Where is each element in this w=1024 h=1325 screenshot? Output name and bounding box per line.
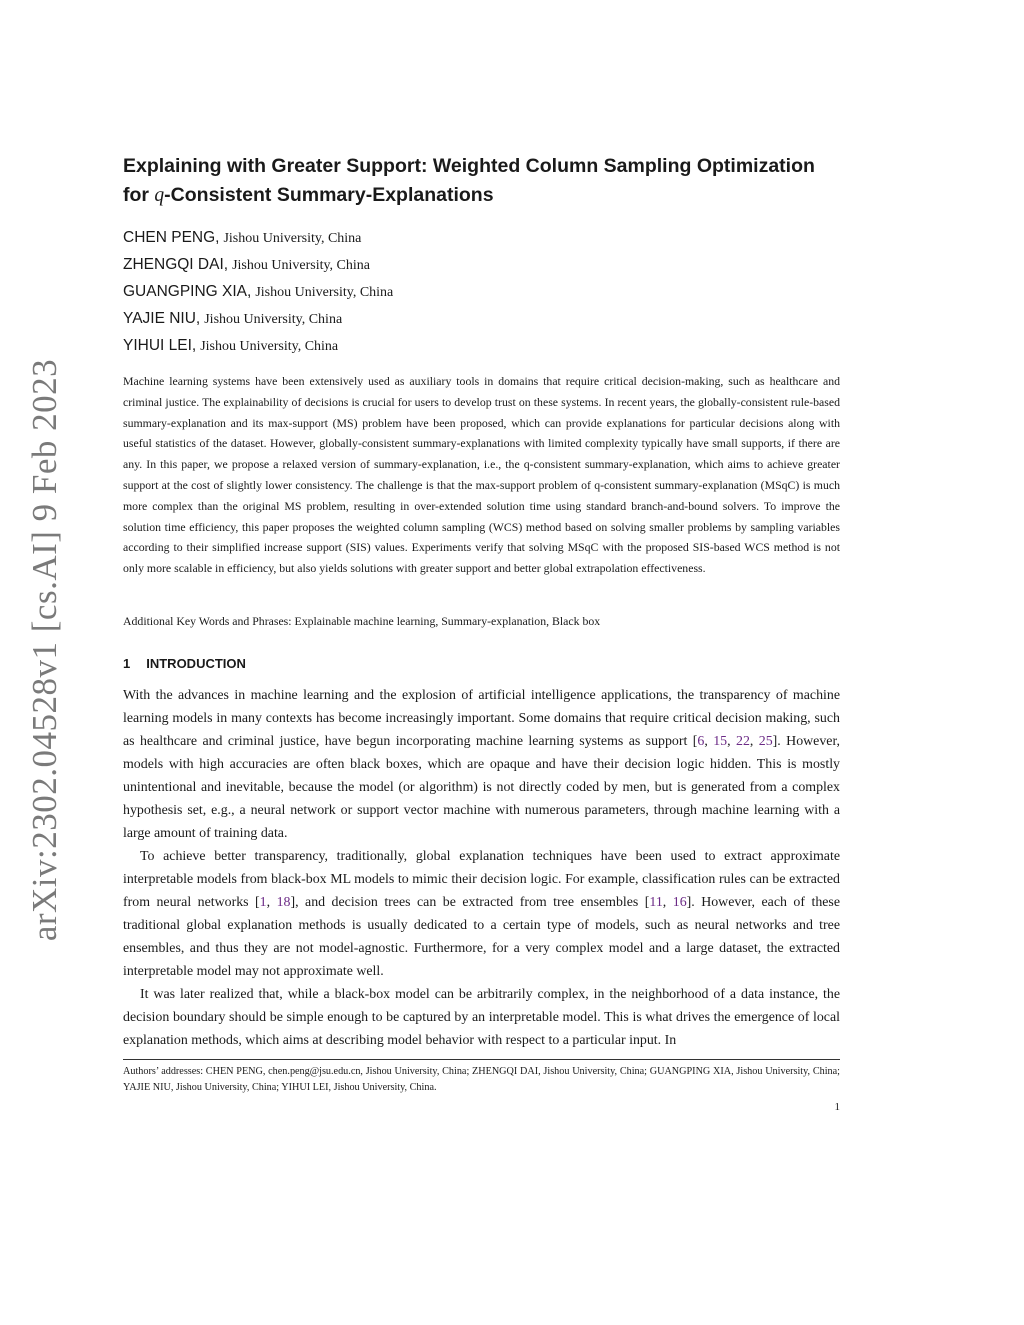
page-number: 1 — [834, 1101, 840, 1113]
citation-link[interactable]: 1 — [259, 895, 267, 910]
citation-link[interactable]: 25 — [758, 734, 773, 749]
title-line-1: Explaining with Greater Support: Weighted Column Sampling Optimization — [123, 155, 815, 177]
author-affiliation: Jishou University, China — [223, 231, 362, 246]
author-name: GUANGPING XIA, — [123, 283, 252, 300]
author-name: YIHUI LEI, — [123, 337, 197, 354]
title-q: q — [154, 185, 165, 206]
section-heading — [123, 656, 246, 671]
citation-link[interactable]: 15 — [713, 734, 728, 749]
title-line-2 — [123, 181, 863, 210]
author-1 — [123, 228, 393, 255]
author-2 — [123, 255, 393, 282]
author-4 — [123, 309, 393, 336]
section-number: 1 — [123, 656, 131, 671]
citation-link[interactable]: 16 — [672, 895, 687, 910]
author-5 — [123, 336, 393, 363]
section-title: INTRODUCTION — [146, 656, 246, 671]
author-name: YAJIE NIU, — [123, 310, 201, 327]
author-affiliation: Jishou University, China — [204, 312, 343, 327]
footnote: Authors’ addresses: CHEN PENG, chen.peng@jsu.edu.cn, Jishou University, China; ZHENGQI DAI, Jishou University, China; GUANGPING XIA, Jishou University, China; YAJIE NIU, Jishou University, China; YIHUI LEI, Jishou University, China. — [123, 1066, 840, 1093]
citation-link[interactable]: 11 — [649, 895, 663, 910]
paragraph-2: To achieve better transparency, traditionally, global explanation techniques have been used to extract approximate interpretable models from black-box ML models to mimic their decision logic. For example, classification rules can be extracted from neural networks [1, 18], and decision trees can be extracted from tree ensembles [11, 16]. However, each of these traditional global explanation methods is usually dedicated to a certain type of models, such as neural networks and tree ensembles, and thus they are not model-agnostic. Furthermore, for a very complex model and a large dataset, the extracted interpretable model may not approximate well. — [123, 849, 840, 979]
paragraph-text: ], and decision trees can be extracted from tree ensembles [ — [290, 895, 650, 910]
body-text — [123, 684, 840, 1052]
author-3 — [123, 282, 393, 309]
paragraph-text: ]. However, models with high accuracies are often black boxes, which are opaque and have their decision logic hidden. This is mostly unintentional and inevitable, because the model (or algorithm) is not directly coded by men, but is generated from a complex hypothesis set, e.g., a neural network or support vector machine with numerous parameters, through machine learning with a large amount of training data. — [123, 734, 840, 841]
paragraph-text: ]. However, each of these traditional global explanation methods is usually dedicated to a certain type of models, such as neural networks and tree ensembles, and thus they are not model-agnostic. Furthermore, for a very complex model and a large dataset, the extracted interpretable model may not approximate well. — [123, 895, 840, 979]
author-name: CHEN PENG, — [123, 229, 220, 246]
author-name: ZHENGQI DAI, — [123, 256, 229, 273]
paper-title — [123, 152, 863, 210]
title-prefix: for — [123, 184, 155, 206]
arxiv-id: arXiv:2302.04528v1 [cs.AI] 9 Feb 2023 — [25, 358, 64, 942]
citation-link[interactable]: 18 — [276, 895, 291, 910]
paragraph-3: It was later realized that, while a black-box model can be arbitrarily complex, in the neighborhood of a data instance, the decision boundary should be simple enough to be captured by an interpretable model. This is what drives the emergence of local explanation methods, which aims at describing model behavior with respect to a particular input. In — [123, 987, 840, 1048]
author-affiliation: Jishou University, China — [232, 258, 370, 273]
paragraph-1: With the advances in machine learning and the explosion of artificial intelligence applications, the transparency of machine learning models in many contexts has become increasingly important. Some domains that require critical decision making, such as healthcare and criminal justice, have begun incorporating machine learning systems as support [6, 15, 22, 25]. However, models with high accuracies are often black boxes, which are opaque and have their decision logic hidden. This is mostly unintentional and inevitable, because the model (or algorithm) is not directly coded by men, but is generated from a complex hypothesis set, e.g., a neural network or support vector machine with numerous parameters, through machine learning with a large amount of training data. — [123, 688, 840, 841]
author-affiliation: Jishou University, China — [200, 339, 339, 354]
title-rest: -Consistent Summary-Explanations — [164, 184, 494, 206]
citation-link[interactable]: 6 — [697, 734, 705, 749]
abstract — [123, 371, 840, 579]
footnote-rule — [123, 1059, 840, 1060]
citation-link[interactable]: 22 — [736, 734, 750, 749]
abstract-text: Machine learning systems have been extensively used as auxiliary tools in domains that require critical decision-making, such as healthcare and criminal justice. The explainability of decisions is crucial for users to develop trust on these systems. In recent years, the globally-consistent rule-based summary-explanation and its max-support (MS) problem have been proposed, which can provide explanations for particular decisions along with useful statistics of the dataset. However, globally-consistent summary-explanations with limited complexity typically have small supports, if there are any. In this paper, we propose a relaxed version of summary-explanation, i.e., the q-consistent summary-explanation, which aims to achieve greater support at the cost of slightly lower consistency. The challenge is that the max-support problem of q-consistent summary-explanation (MSqC) is much more complex than the original MS problem, resulting in over-extended solution time using standard branch-and-bound solvers. To improve the solution time efficiency, this paper proposes the weighted column sampling (WCS) method based on solving smaller problems by sampling variables according to their simplified increase support (SIS) values. Experiments verify that solving MSqC with the proposed SIS-based WCS method is not only more scalable in efficiency, but also yields solutions with greater support and better global extrapolation effectiveness. — [123, 374, 840, 576]
author-affiliation: Jishou University, China — [255, 285, 394, 300]
keywords: Additional Key Words and Phrases: Explainable machine learning, Summary-explanation, Black box — [123, 614, 601, 628]
paragraph-text: With the advances in machine learning and the explosion of artificial intelligence applications, the transparency of machine learning models in many contexts has become increasingly important. Some domains that require critical decision making, such as healthcare and criminal justice, have begun incorporating machine learning systems as support [ — [123, 688, 840, 749]
paragraph-text: To achieve better transparency, traditionally, global explanation techniques have been used to extract approximate interpretable models from black-box ML models to mimic their decision logic. For example, classification rules can be extracted from neural networks [ — [123, 849, 840, 910]
arxiv-stamp — [20, 358, 70, 942]
author-list — [123, 228, 393, 363]
